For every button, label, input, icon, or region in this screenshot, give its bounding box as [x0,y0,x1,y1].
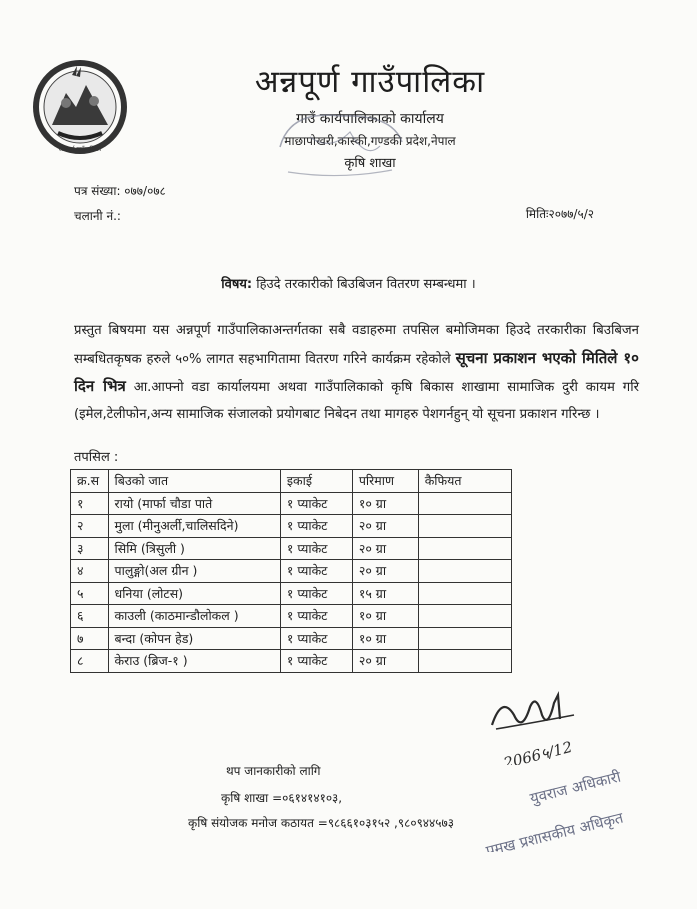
cell-quantity: १० ग्रा [352,605,418,628]
cell-serial: ६ [71,605,109,628]
table-row [71,515,512,538]
coordinator-contact: कृषि संयोजक मनोज कठायत =९८६६१०३१५२ ,९८०९४४५७३ [188,816,455,830]
table-header-row [71,470,512,493]
table-row [71,605,512,628]
cell-unit: १ प्याकेट [280,537,352,560]
header-variety: बिउको जात [108,470,280,493]
office-stamp [270,112,410,182]
table-row [71,537,512,560]
cell-serial: ८ [71,650,109,673]
table-row [71,492,512,515]
cell-unit: १ प्याकेट [280,605,352,628]
officer-designation: प्रमुख प्रशासकीय अधिकृत [484,808,626,852]
cell-unit: १ प्याकेट [280,492,352,515]
table-row [71,582,512,605]
signature-date: 2066५/12 [501,737,575,765]
cell-remarks [418,515,511,538]
branch-name: कृषि शाखा [344,156,396,171]
cell-variety: बन्दा (कोपन हेड) [108,627,280,650]
cell-quantity: २० ग्रा [352,650,418,673]
header-unit: इकाई [280,470,352,493]
subject-label: विषय: [221,277,253,292]
cell-remarks [418,627,511,650]
cell-variety: काउली (काठमान्डौलोकल ) [108,605,280,628]
cell-unit: १ प्याकेट [280,627,352,650]
office-name: गाउँ कार्यपालिकाको कार्यालय [296,111,444,127]
notice-body [74,318,639,428]
officer-stamp [478,752,668,852]
municipality-title: अन्नपूर्ण गाउँपालिका [254,64,486,100]
municipality-logo [24,55,136,155]
cell-quantity: १५ ग्रा [352,582,418,605]
cell-variety: मुला (मीनुअर्ली,चालिसदिने) [108,515,280,538]
header-quantity: परिमाण [352,470,418,493]
cell-serial: ७ [71,627,109,650]
seed-distribution-table [70,469,512,673]
contact-heading: थप जानकारीको लागि [226,764,321,778]
cell-variety: पालुङ्गो(अल ग्रीन ) [108,560,280,583]
cell-quantity: २० ग्रा [352,537,418,560]
cell-variety: सिमि (त्रिसुली ) [108,537,280,560]
cell-unit: १ प्याकेट [280,515,352,538]
cell-quantity: २० ग्रा [352,515,418,538]
table-row [71,627,512,650]
cell-remarks [418,650,511,673]
cell-serial: ५ [71,582,109,605]
cell-remarks [418,582,511,605]
cell-variety: धनिया (लोटस) [108,582,280,605]
cell-variety: रायो (मार्फा चौडा पाते [108,492,280,515]
logo-text: अन्नपूर्ण गाउँपालिका [58,146,102,153]
subject-text: हिउदे तरकारीको बिउबिजन वितरण सम्बन्धमा । [256,277,476,292]
cell-unit: १ प्याकेट [280,560,352,583]
table-row [71,560,512,583]
cell-unit: १ प्याकेट [280,582,352,605]
cell-serial: ३ [71,537,109,560]
header-serial: क्र.स [71,470,109,493]
header-remarks: कैफियत [418,470,511,493]
cell-unit: १ प्याकेट [280,650,352,673]
cell-remarks [418,537,511,560]
cell-quantity: १० ग्रा [352,492,418,515]
office-address: माछापोखरी,कास्की,गण्डकी प्रदेश,नेपाल [284,134,456,148]
body-emphasis: सूचना प्रकाशन भएको मितिले १० दिन भित्र [74,348,639,395]
table-caption: तपसिल : [74,450,119,465]
letter-date: मितिः२०७७/५/२ [525,207,594,221]
body-part1: प्रस्तुत बिषयमा यस अन्नपूर्ण गाउँपालिकाअन्तर्गतका सबै वडाहरुमा तपसिल बमोजिमका हिउदे तरकारीका बिउबिजन सम्बधितकृषक हरुले ५०% लागत सहभागितामा वितरण गरिने कार्यक्रम रहेकोले [74,323,639,367]
cell-serial: ४ [71,560,109,583]
cell-remarks [418,492,511,515]
subject-line [0,274,697,292]
reference-number: पत्र संख्या: ०७७/०७८ [74,184,166,198]
branch-phone: कृषि शाखा =०६१४१४१०३, [221,791,343,805]
cell-remarks [418,560,511,583]
cell-serial: १ [71,492,109,515]
officer-name: युवराज अधिकारी [528,767,623,808]
table-row [71,650,512,673]
cell-serial: २ [71,515,109,538]
dispatch-number: चलानी नं.: [74,209,121,223]
body-part2: आ.आफ्नो वडा कार्यालयमा अथवा गाउँपालिकाको कृषि बिकास शाखामा सामाजिक दुरी कायम गरि (इमेल,टेलीफोन,अन्य सामाजिक संजालको प्रयोगबाट निबेदन तथा मागहरु पेशगर्नहुन् यो सूचना प्रकाशन गरिन्छ । [74,380,640,422]
cell-quantity: १० ग्रा [352,627,418,650]
cell-remarks [418,605,511,628]
cell-variety: केराउ (ब्रिज-१ ) [108,650,280,673]
cell-quantity: २० ग्रा [352,560,418,583]
